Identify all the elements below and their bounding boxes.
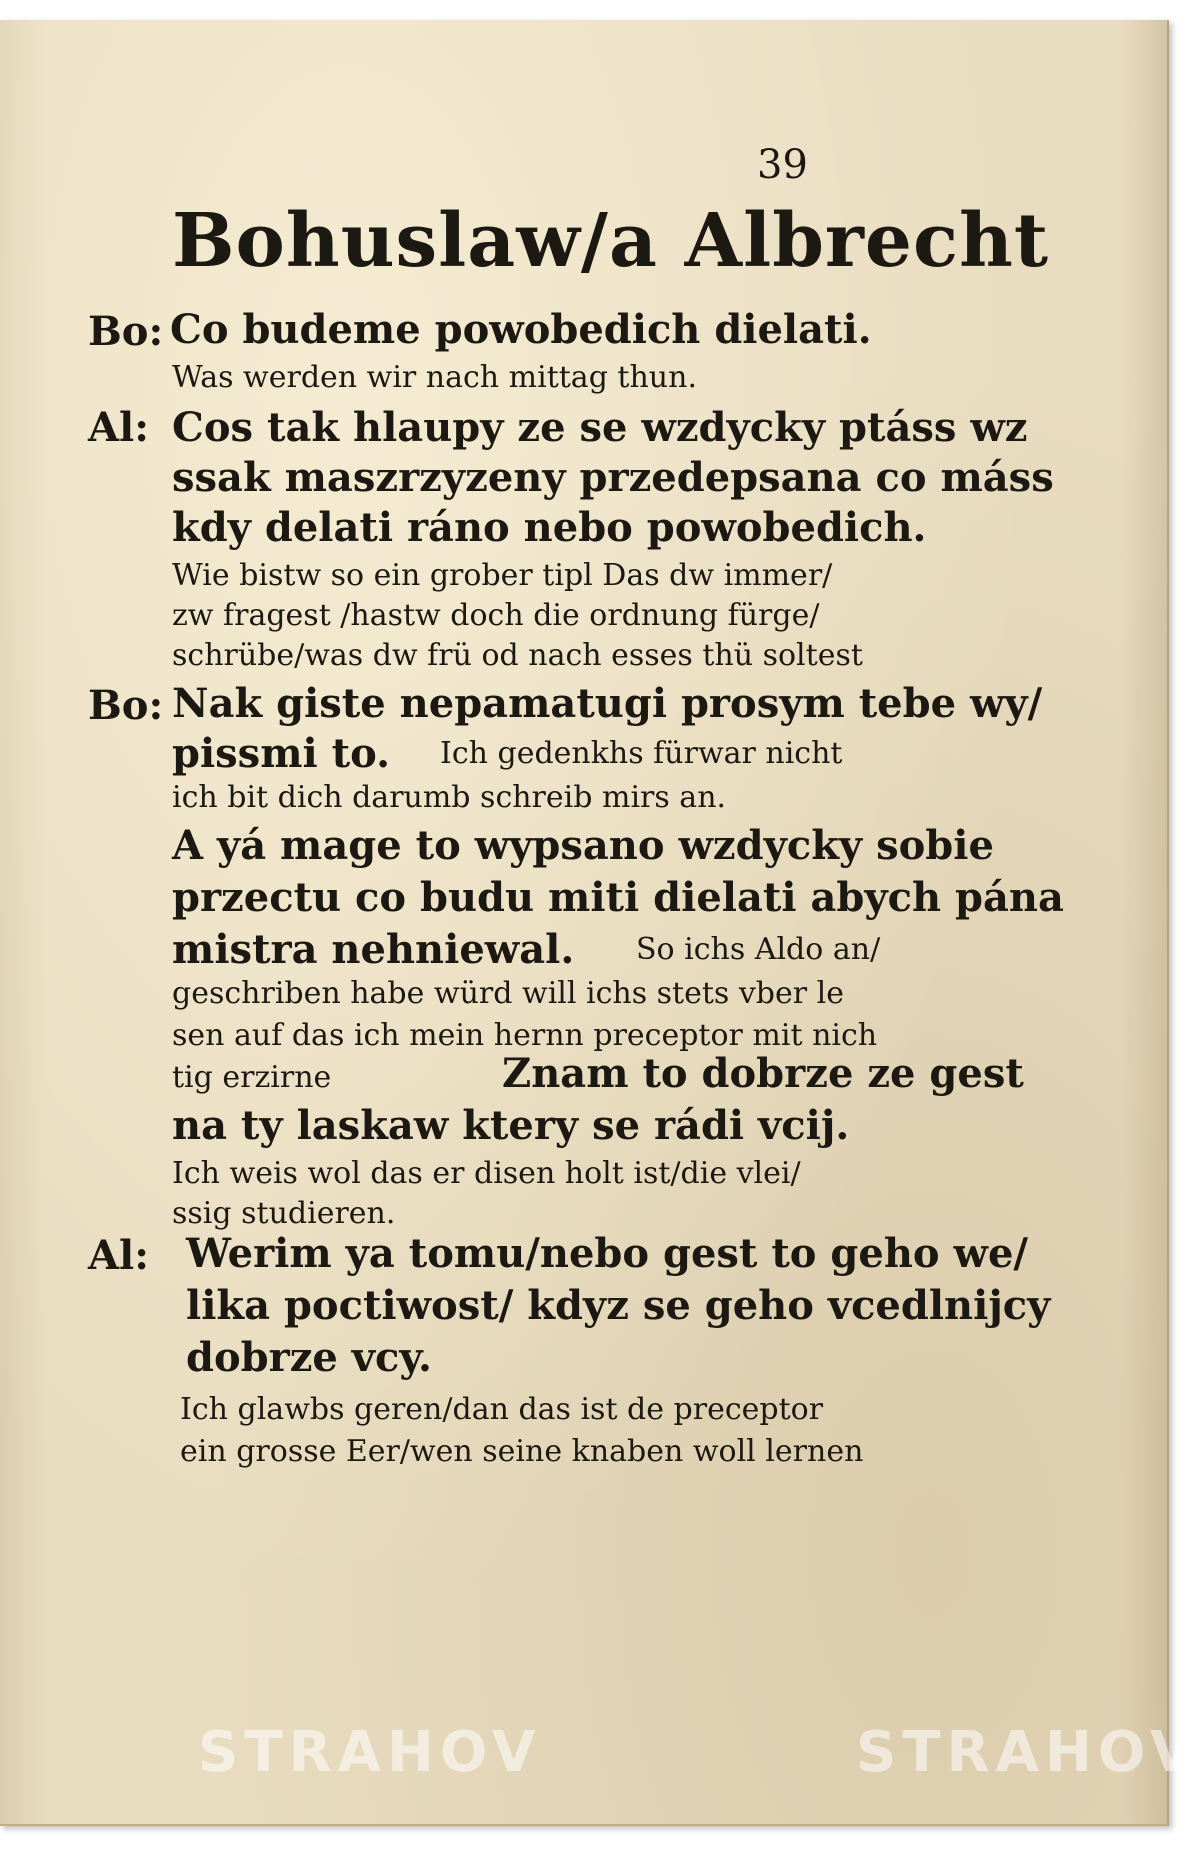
text-line: Ich glawbs geren/dan das ist de preceptor [180, 1392, 824, 1427]
text-line: przectu co budu miti dielati abych pána [172, 874, 1064, 921]
speaker-label-albrecht: Al: [88, 404, 149, 451]
watermark-right: STRAHOV [856, 1720, 1200, 1785]
speaker-label-bohuslaw: Bo: [88, 682, 164, 729]
text-line: Znam to dobrze ze gest [502, 1050, 1024, 1097]
watermark-left: STRAHOV [198, 1720, 542, 1785]
speaker-label-albrecht: Al: [88, 1232, 149, 1279]
running-title: Bohuslaw/a Albrecht [172, 198, 1050, 284]
text-line: kdy delati ráno nebo powobedich. [172, 504, 927, 551]
text-line: geschriben habe würd will ichs stets vber le [172, 976, 844, 1011]
text-line: lika poctiwost/ kdyz se geho vcedlnijcy [186, 1282, 1051, 1329]
book-page [0, 20, 1200, 1826]
text-line: Ich weis wol das er disen holt ist/die vlei/ [172, 1156, 801, 1191]
text-line: zw fragest /hastw doch die ordnung fürge/ [172, 598, 820, 633]
text-line: pissmi to. [172, 730, 391, 777]
text-line: ein grosse Eer/wen seine knaben woll lernen [180, 1434, 864, 1469]
text-line: Werim ya tomu/nebo gest to geho we/ [186, 1230, 1029, 1277]
text-line: Ich gedenkhs fürwar nicht [440, 736, 843, 771]
text-line: mistra nehniewal. [172, 926, 575, 973]
text-line: ssak maszrzyzeny przedepsana co máss [172, 454, 1054, 501]
text-line: A yá mage to wypsano wzdycky sobie [172, 822, 994, 869]
speaker-label-bohuslaw: Bo: [88, 308, 164, 355]
text-line: sen auf das ich mein hernn preceptor mit nich [172, 1018, 878, 1053]
text-line: Wie bistw so ein grober tipl Das dw immer/ [172, 558, 833, 593]
text-line: ich bit dich darumb schreib mirs an. [172, 780, 727, 815]
text-line: na ty laskaw ktery se rádi vcij. [172, 1102, 850, 1149]
text-line: dobrze vcy. [186, 1334, 432, 1381]
text-line: So ichs Aldo an/ [636, 932, 881, 967]
text-line: Cos tak hlaupy ze se wzdycky ptáss wz [172, 404, 1028, 451]
text-line: Co budeme powobedich dielati. [170, 306, 872, 353]
text-line: schrübe/was dw frü od nach esses thü soltest [172, 638, 863, 673]
page-number: 39 [757, 142, 808, 188]
text-line: Nak giste nepamatugi prosym tebe wy/ [172, 680, 1043, 727]
text-line: ssig studieren. [172, 1196, 396, 1231]
text-line: Was werden wir nach mittag thun. [172, 360, 697, 395]
text-line: tig erzirne [172, 1060, 332, 1095]
